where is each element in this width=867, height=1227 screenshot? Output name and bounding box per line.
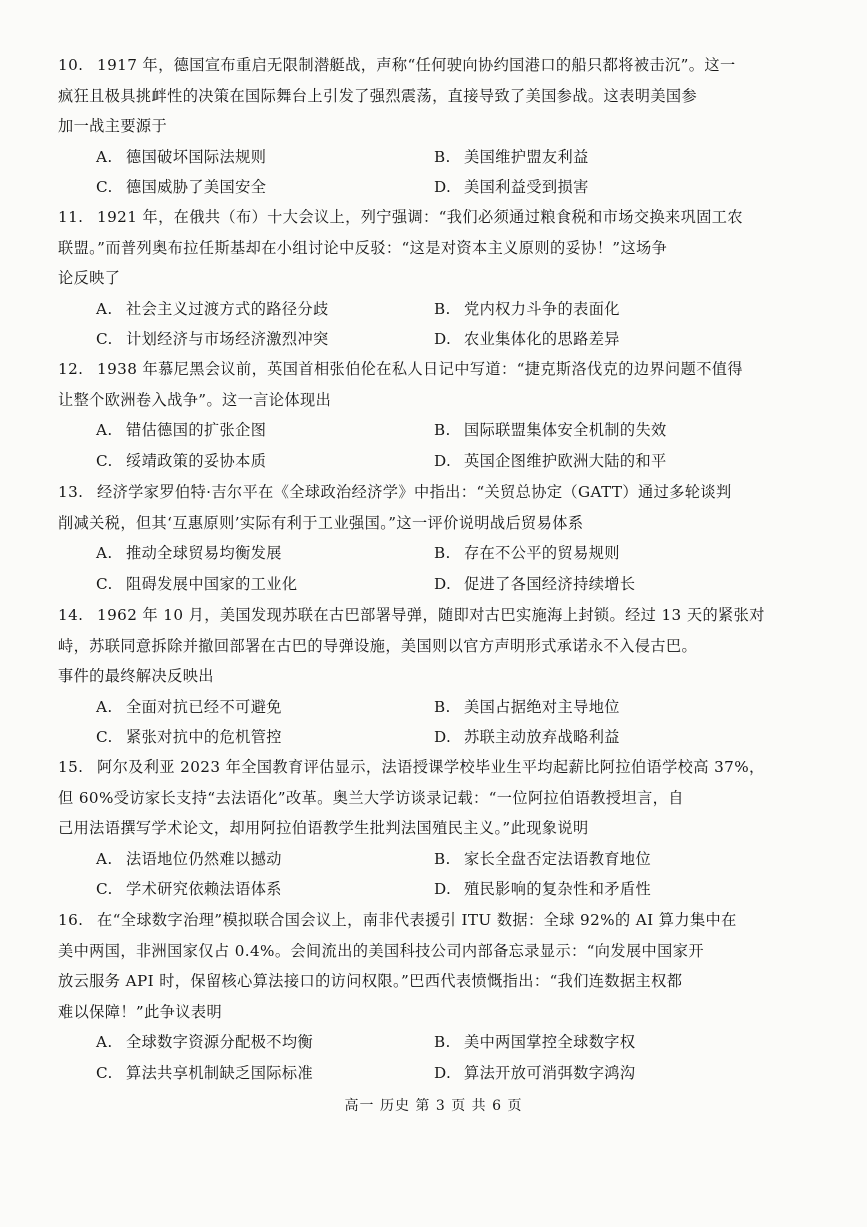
option-letter: B. [434,697,451,716]
question-line: 1938 年慕尼黑会议前，英国首相张伯伦在私人日记中写道：“捷克斯洛伐克的边界问题不值得 [97,360,743,378]
question-line: 疯狂且极具挑衅性的决策在国际舞台上引发了强烈震荡，直接导致了美国参战。这表明美国参 [58,86,698,105]
question-line: 加一战主要源于 [58,117,168,135]
question-line: 1921 年，在俄共（布）十大会议上，列宁强调：“我们必须通过粮食税和市场交换来巩固工农 [97,208,743,226]
option-text: 党内权力斗争的表面化 [464,299,620,318]
options-row [58,294,810,325]
option-letter: B. [434,299,451,318]
option-letter: B. [434,421,451,439]
option-letter: C. [96,330,113,348]
question-line: 难以保障！”此争议表明 [58,1002,223,1021]
options-row [58,142,810,173]
question-stem [58,477,810,508]
option-letter: C. [96,451,113,470]
option-letter: C. [96,1063,113,1082]
options-row [58,692,810,723]
option-b[interactable] [434,294,810,325]
option-letter: A. [96,697,113,716]
option-c[interactable] [58,874,434,905]
question-stem [58,600,810,631]
option-text: 德国威胁了美国安全 [126,178,267,196]
option-text: 推动全球贸易均衡发展 [126,544,282,562]
question-number: 10. [58,56,84,74]
option-letter: C. [96,178,113,196]
question-stem-continued [58,631,810,692]
option-text: 苏联主动放弃战略利益 [464,728,620,746]
question-line: 放云服务 API 时，保留核心算法接口的访问权限。”巴西代表愤慨指出：“我们连数据主权都 [58,972,683,990]
question-line: 但 60%受访家长支持“去法语化”改革。奥兰大学访谈录记载：“一位阿拉伯语教授坦言，自 [58,788,684,807]
option-letter: D. [434,574,452,593]
question-line: 让整个欧洲卷入战争”。这一言论体现出 [58,390,332,409]
option-text: 殖民影响的复杂性和矛盾性 [464,880,652,898]
question-stem [58,202,810,233]
option-text: 促进了各国经济持续增长 [464,574,636,593]
option-text: 阻碍发展中国家的工业化 [126,574,298,593]
option-letter: C. [96,880,113,898]
question-number: 13. [58,483,84,501]
options-row [58,844,810,875]
option-letter: A. [96,299,113,318]
option-text: 英国企图维护欧洲大陆的和平 [464,451,667,470]
question-line: 己用法语撰写学术论文，却用阿拉伯语教学生批判法国殖民主义。”此现象说明 [58,819,589,837]
question-stem [58,50,810,81]
option-letter: D. [434,728,452,746]
options-row [58,1027,810,1058]
option-text: 计划经济与市场经济激烈冲突 [126,330,329,348]
option-letter: C. [96,574,113,593]
question-line: 美中两国，非洲国家仅占 0.4%。会间流出的美国科技公司内部备忘录显示：“向发展中国家开 [58,941,704,960]
option-b[interactable] [434,1027,810,1058]
option-c[interactable] [58,1058,434,1089]
option-letter: A. [96,1033,113,1051]
question-number: 14. [58,606,84,624]
option-text: 算法共享机制缺乏国际标准 [126,1063,314,1082]
option-text: 存在不公平的贸易规则 [464,544,620,562]
option-text: 美国利益受到损害 [464,178,589,196]
question-stem-continued [58,81,810,142]
option-text: 社会主义过渡方式的路径分歧 [126,299,329,318]
question-stem-continued [58,233,810,294]
option-letter: A. [96,421,113,439]
question-line: 阿尔及利亚 2023 年全国教育评估显示，法语授课学校毕业生平均起薪比阿拉伯语学校高 37%， [97,758,765,776]
option-letter: B. [434,1033,451,1051]
option-text: 美国维护盟友利益 [464,147,589,166]
option-text: 算法开放可消弭数字鸿沟 [464,1063,636,1082]
question-11 [58,202,810,355]
option-letter: D. [434,1063,452,1082]
options-row [58,1058,810,1089]
option-letter: B. [434,147,451,166]
option-text: 学术研究依赖法语体系 [126,880,282,898]
question-line: 在“全球数字治理”模拟联合国会议上，南非代表援引 ITU 数据：全球 92%的 AI 算力集中在 [97,911,737,929]
question-line: 经济学家罗伯特·吉尔平在《全球政治经济学》中指出：“关贸总协定（GATT）通过多轮谈判 [97,483,732,501]
option-text: 法语地位仍然难以撼动 [126,849,282,868]
option-letter: D. [434,330,452,348]
option-d[interactable] [434,874,810,905]
question-stem-continued [58,783,810,844]
option-c[interactable] [58,324,434,355]
options-row [58,324,810,355]
option-text: 美国占据绝对主导地位 [464,697,620,716]
options-row [58,569,810,600]
option-b[interactable] [434,538,810,569]
question-14 [58,600,810,753]
option-text: 紧张对抗中的危机管控 [126,728,282,746]
option-text: 美中两国掌控全球数字权 [464,1033,636,1051]
question-line: 联盟。”而普列奥布拉任斯基却在小组讨论中反驳：“这是对资本主义原则的妥协！”这场争 [58,238,668,257]
option-letter: A. [96,147,113,166]
option-letter: C. [96,728,113,746]
option-c[interactable] [58,722,434,753]
option-a[interactable] [58,1027,434,1058]
option-d[interactable] [434,1058,810,1089]
option-d[interactable] [434,324,810,355]
options-row [58,722,810,753]
option-a[interactable] [58,538,434,569]
option-a[interactable] [58,415,434,446]
option-b[interactable] [434,142,810,173]
options-row [58,874,810,905]
question-stem-continued [58,385,810,416]
option-letter: D. [434,178,452,196]
question-line: 1917 年，德国宣布重启无限制潜艇战，声称“任何驶向协约国港口的船只都将被击沉”。这一 [97,56,736,74]
question-number: 12. [58,360,84,378]
option-text: 德国破坏国际法规则 [126,147,267,166]
option-c[interactable] [58,446,434,477]
option-a[interactable] [58,294,434,325]
question-line: 削减关税，但其‘互惠原则’实际有利于工业强国。”这一评价说明战后贸易体系 [58,513,584,532]
question-number: 11. [58,208,84,226]
option-text: 绥靖政策的妥协本质 [126,451,267,470]
options-row [58,538,810,569]
option-letter: B. [434,544,451,562]
option-text: 错估德国的扩张企图 [126,421,267,439]
option-d[interactable] [434,446,810,477]
question-12 [58,354,810,476]
option-letter: A. [96,849,113,868]
question-line: 事件的最终解决反映出 [58,667,214,685]
options-row [58,172,810,203]
option-c[interactable] [58,569,434,600]
option-letter: D. [434,880,452,898]
question-13 [58,477,810,599]
question-number: 15. [58,758,84,776]
question-number: 16. [58,911,84,929]
question-stem [58,354,810,385]
options-row [58,446,810,477]
question-10 [58,50,810,203]
option-letter: B. [434,849,451,868]
question-line: 论反映了 [58,269,121,287]
option-d[interactable] [434,569,810,600]
question-stem [58,905,810,936]
option-text: 农业集体化的思路差异 [464,330,620,348]
option-d[interactable] [434,722,810,753]
option-b[interactable] [434,844,810,875]
option-text: 全球数字资源分配极不均衡 [126,1033,314,1051]
option-b[interactable] [434,415,810,446]
question-stem-continued [58,936,810,1028]
page-footer: 高一 历史 第 3 页 共 6 页 [344,1098,523,1114]
options-row [58,415,810,446]
option-a[interactable] [58,844,434,875]
question-16 [58,905,810,1088]
option-a[interactable] [58,142,434,173]
option-letter: D. [434,451,452,470]
option-text: 国际联盟集体安全机制的失效 [464,421,667,439]
question-stem-continued [58,508,810,539]
question-15 [58,752,810,905]
option-c[interactable] [58,172,434,203]
option-letter: A. [96,544,113,562]
option-d[interactable] [434,172,810,203]
option-b[interactable] [434,692,810,723]
option-a[interactable] [58,692,434,723]
question-line: 1962 年 10 月，美国发现苏联在古巴部署导弹，随即对古巴实施海上封锁。经过 13 天的紧张对 [97,606,765,624]
option-text: 全面对抗已经不可避免 [126,697,282,716]
question-line: 峙，苏联同意拆除并撤回部署在古巴的导弹设施，美国则以官方声明形式承诺永不入侵古巴。 [58,636,698,655]
question-stem [58,752,810,783]
option-text: 家长全盘否定法语教育地位 [464,849,652,868]
